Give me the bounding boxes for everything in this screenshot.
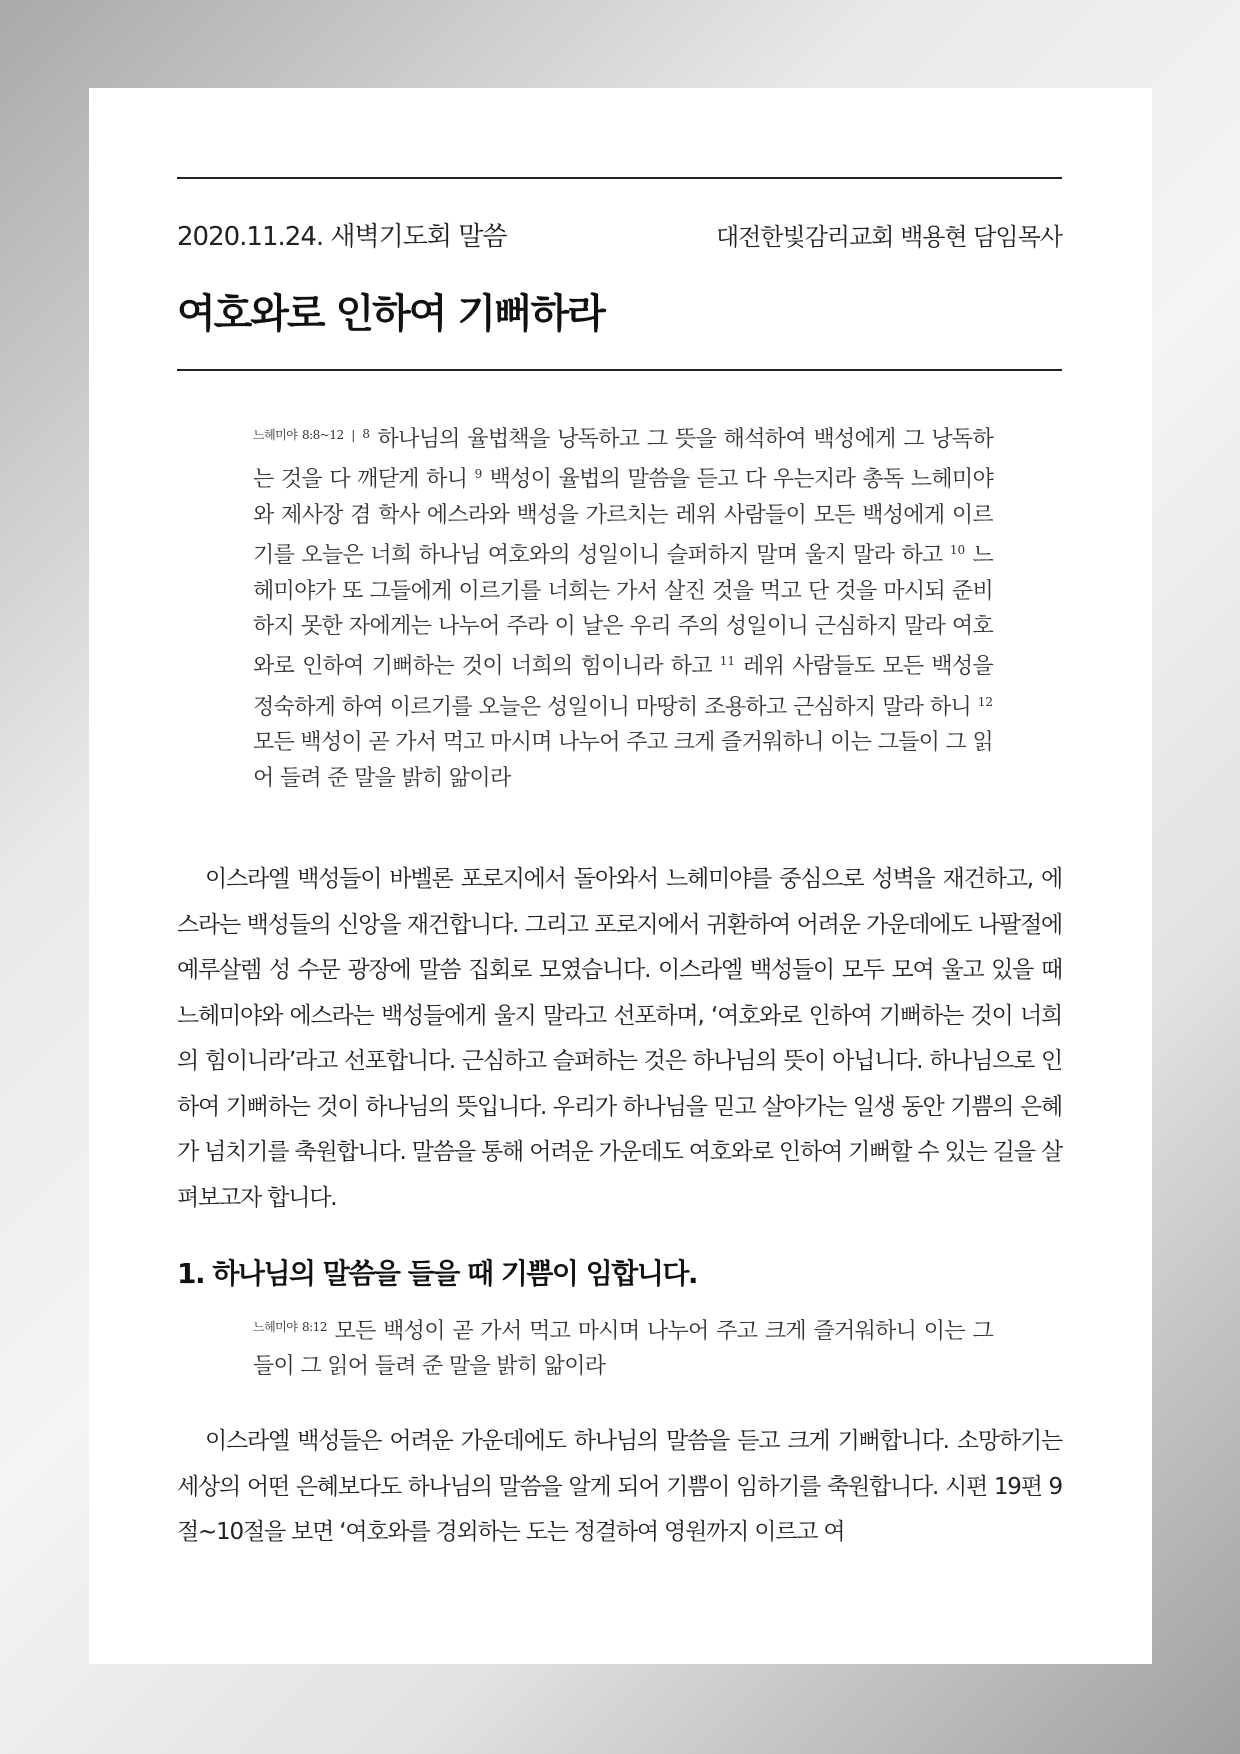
reference-divider: | <box>351 428 355 442</box>
verse-text: 하나님의 율법책을 낭독하고 그 뜻을 해석하여 백성에게 그 낭독하는 것을 다 깨닫게 하니 <box>253 427 994 493</box>
verse-text: 모든 백성이 곧 가서 먹고 마시며 나누어 주고 크게 즐거워하니 이는 그들이 그 읽어 들려 준 말을 밝히 앎이라 <box>253 1319 993 1380</box>
scripture-passage <box>253 417 993 796</box>
verse-number: 11 <box>719 654 736 669</box>
sermon-title: 여호와로 인하여 기뻐하라 <box>177 291 604 337</box>
verse-text: 백성이 율법의 말씀을 듣고 다 우는지라 총독 느헤미야와 제사장 겸 학사 에스라와 백성을 가르치는 레위 사람들이 모든 백성에게 이르기를 오늘은 너희 하나님 여호와의 성일이니 슬퍼하지 말며 울지 말라 하고 <box>253 467 993 569</box>
scripture-reference: 느헤미야 8:12 <box>253 1320 327 1334</box>
church-pastor: 대전한빛감리교회 백용현 담임목사 <box>715 223 1062 251</box>
scripture-reference: 느헤미야 8:8~12 <box>253 428 344 442</box>
section-paragraph: 이스라엘 백성들은 어려운 가운데에도 하나님의 말씀을 듣고 크게 기뻐합니다. 소망하기는 세상의 어떤 은혜보다도 하나님의 말씀을 알게 되어 기쁨이 임하기를 축원합니다. 시편 19편 9절~10절을 보면 ‘여호와를 경외하는 도는 정결하여 영원까지 이르고 여 <box>177 1428 1062 1545</box>
document-page <box>89 88 1152 1664</box>
verse-number: 8 <box>362 427 370 441</box>
verse-text: 레위 사람들도 모든 백성을 정숙하게 하여 이르기를 오늘은 성일이니 마땅히 조용하고 근심하지 말라 하니 <box>253 654 994 720</box>
sermon-meta <box>177 216 1062 253</box>
verse-number: 10 <box>949 543 966 558</box>
title-divider <box>177 369 1062 371</box>
intro-paragraph: 이스라엘 백성들이 바벨론 포로지에서 돌아와서 느헤미야를 중심으로 성벽을 재건하고, 에스라는 백성들의 신앙을 재건합니다. 그리고 포로지에서 귀환하여 어려운 가운데에도 나팔절에 예루살렘 성 수문 광장에 말씀 집회로 모였습니다. 이스라엘 백성들이 모두 모여 울고 있을 때 느헤미야와 에스라는 백성들에게 울지 말라고 선포하며, ‘여호와로 인하여 기뻐하는 것이 너희의 힘이니라’라고 선포합니다. 근심하고 슬퍼하는 것은 하나님의 뜻이 아닙니다. 하나님으로 인하여 기뻐하는 것이 하나님의 뜻입니다. 우리가 하나님을 믿고 살아가는 일생 동안 기쁨의 은혜가 넘치기를 축원합니다. 말씀을 통해 어려운 가운데도 여호와로 인하여 기뻐할 수 있는 길을 살펴보고자 합니다. <box>177 866 1062 1211</box>
section-scripture <box>253 1310 993 1385</box>
verse-number: 12 <box>977 694 994 709</box>
verse-text: 느헤미야가 또 그들에게 이르기를 너희는 가서 살진 것을 먹고 단 것을 마시되 준비하지 못한 자에게는 나누어 주라 이 날은 우리 주의 성일이니 근심하지 말라 여호와로 인하여 기뻐하는 것이 너희의 힘이니라 하고 <box>253 543 994 680</box>
verse-text: 모든 백성이 곧 가서 먹고 마시며 나누어 주고 크게 즐거워하니 이는 그들이 그 읽어 들려 준 말을 밝히 앎이라 <box>253 730 993 791</box>
service-date: 2020.11.24. 새벽기도회 말씀 <box>177 222 507 252</box>
top-divider <box>177 177 1062 179</box>
section-heading: 1. 하나님의 말씀을 들을 때 기쁨이 임합니다. <box>177 1257 698 1290</box>
verse-number: 9 <box>474 467 483 482</box>
